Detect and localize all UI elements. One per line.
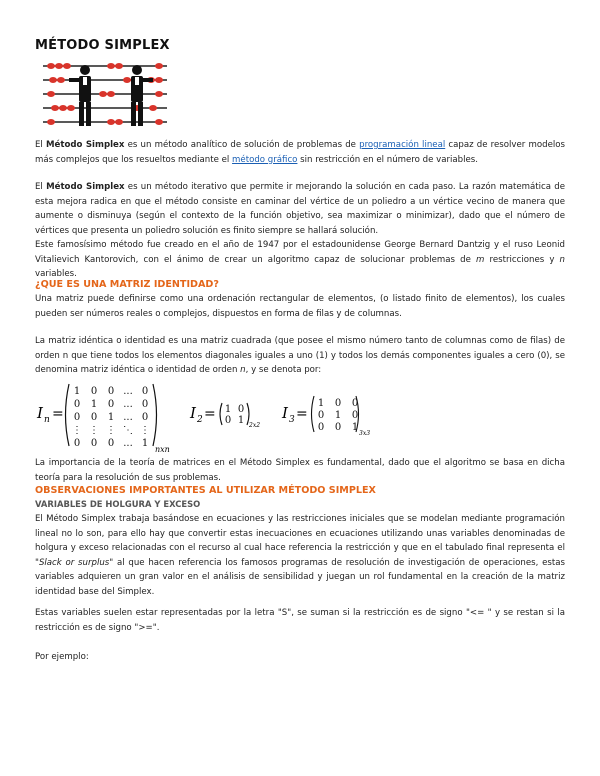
text: es un método iterativo que permite ir mejorando la solución en cada paso. La razón matemática de esta mejora radica en que el método consiste en caminar del vértice de un poliedro a un vértice vecino de manera que aumente o disminuya (según el contexto de la función objetivo, sea maximizar o minimizar), dado que el número de vértices que presenta un poliedro solución es finito siempre se hallará solución. [35,182,566,236]
text: Por ejemplo: [35,652,89,662]
matrix-In-cell: ⋮ [72,425,82,436]
text: Estas variables suelen estar representadas por la letra "S", se suman si la restricción es de signo "<= " y se restan si la restricción es de signo ">=". [35,608,565,633]
slack-variables-paragraph [35,512,565,600]
matrix-I3 [281,396,370,437]
text: El [35,182,47,192]
text: variables. [35,269,77,280]
italic-n: n [240,365,246,376]
matrix-I3-cell: 1 [351,422,359,433]
matrix-In-cell: 0 [73,438,81,449]
example-paragraph [35,650,565,665]
matrix-In-label: I [37,404,43,422]
matrix-I2-label: I [190,404,196,422]
matrix-In-cell: ⋱ [123,425,133,436]
importance-paragraph [35,456,565,485]
text: es un método analítico de solución de problemas de [124,140,360,150]
matrix-In-cell: ... [123,412,133,423]
matrix-In-cell: ⋮ [89,425,99,436]
matrix-I3-cell: 0 [351,410,359,421]
text: restricciones y [484,254,560,265]
matrix-In-cell: 1 [90,399,98,410]
text: capaz de resolver modelos más complejos que los resueltos mediante el [35,140,565,165]
abacus-people-illustration [41,60,169,128]
matrix-In-cell: 0 [141,399,149,410]
bold-term: Método Simplex [46,182,125,192]
heading-observaciones: OBSERVACIONES IMPORTANTES AL UTILIZAR MÉTODO SIMPLEX [35,485,376,496]
text: Este famosísimo método fue creado en el año de 1947 por el estadounidense George Bernard Dantzig y el ruso Leonid Vitalievich Kantorovich, con el ánimo de crear un algoritmo capaz de solucionar problemas de [35,240,565,265]
matrix-In-cell: 1 [141,438,149,449]
matrix-In-cell: 0 [107,399,115,410]
link-metodo-grafico[interactable]: método gráfico [232,154,298,165]
matrix-In-cell: ... [123,399,133,410]
matrix-In-cell: 0 [90,412,98,423]
matrix-I3-cell: 0 [317,422,325,433]
matrix-In-order: nxn [155,445,170,454]
matrix-I2-cell: 1 [224,404,232,415]
matrix-In-cell: 0 [141,412,149,423]
matrix-I3-cell: 0 [317,410,325,421]
matrix-In-cell: 0 [107,438,115,449]
matrix-I2-cell: 1 [237,415,245,426]
italic-slack-surplus: "Slack or surplus" [35,557,114,568]
text: El [35,140,46,150]
italic-m: m [476,254,485,265]
link-programacion-lineal[interactable]: programación lineal [359,140,446,150]
matrix-In-cell: 0 [73,412,81,423]
page-title: MÉTODO SIMPLEX [35,38,170,53]
matrix-I3-order: 3x3 [359,430,371,437]
text: Una matriz puede definirse como una ordenación rectangular de elementos, (o listado finito de elementos), los cuales pueden ser números reales o complejos, dispuestos en forma de filas y de columnas. [35,294,565,319]
matrix-I3-label: I [282,404,288,422]
matrix-In-cell: ... [123,386,133,397]
matrix-I3-cell: 1 [317,398,325,409]
bold-term: Método Simplex [45,140,125,150]
matrix-definition-paragraph [35,292,565,321]
text: La importancia de la teoría de matrices en el Método Simplex es fundamental, dado que el algoritmo se basa en dicha teoría para la resolución de sus problemas. [35,458,565,483]
identity-definition-paragraph [35,334,565,378]
s-variable-paragraph [35,606,565,635]
matrix-I3-cell: 1 [334,410,342,421]
matrix-In [36,384,170,454]
matrix-In-cell: 0 [90,386,98,397]
matrix-In-cell: ... [123,438,133,449]
matrix-I2-sub: 2 [197,415,203,425]
matrix-I2-order: 2x2 [249,422,261,429]
matrix-In-cell: ⋮ [106,425,116,436]
text: La matriz idéntica o identidad es una matriz cuadrada (que posee el mismo número tanto de columnas como de filas) de orden n que tiene todos los elementos diagonales iguales a uno (1) y todos los demás componentes iguales a cero (0), se denomina matriz idéntica o identidad de orden [35,336,565,376]
matrix-In-cell: 1 [73,386,81,397]
matrix-I2-cell: 0 [224,415,232,426]
matrix-I3-cell: 0 [334,422,342,433]
text: , y se denota por: [245,365,322,376]
matrix-I3-cell: 0 [334,398,342,409]
matrix-In-cell: 0 [141,386,149,397]
text: al que hacen referencia los famosos programas de resolución de investigación de operaciones, estas variables adquieren un gran valor en el análisis de sensibilidad y juegan un rol fundamental en la creación de la matriz identidad base del Simplex. [35,557,565,597]
matrix-I2-cell: 0 [237,404,245,415]
identity-matrices-figure [35,378,395,456]
equals-sign: = [296,406,308,422]
matrix-I3-sub: 3 [289,415,295,425]
equals-sign: = [204,406,216,422]
matrix-I2 [189,403,260,429]
matrix-In-sub: n [44,415,50,425]
italic-n: n [559,254,565,265]
matrix-In-cell: 1 [107,412,115,423]
text: sin restricción en el número de variables. [297,154,478,165]
subheading-variables: VARIABLES DE HOLGURA Y EXCESO [35,499,201,509]
iterative-paragraph [35,180,565,238]
history-paragraph [35,238,565,282]
matrix-In-cell: 0 [107,386,115,397]
intro-paragraph [35,138,565,167]
equals-sign: = [52,406,64,422]
matrix-I3-cell: 0 [351,398,359,409]
matrix-In-cell: 0 [73,399,81,410]
matrix-In-cell: ⋮ [140,425,150,436]
text: El Método Simplex trabaja basándose en ecuaciones y las restricciones iniciales que se modelan mediante programación lineal no lo son, para ello hay que convertir estas inecuaciones en ecuaciones utilizando unas variables denominadas de holgura y exceso relacionadas con el recurso al cual hace referencia la restricción y que en el tabulado final representa el [35,514,565,554]
matrix-In-cell: 0 [90,438,98,449]
heading-matriz-identidad: ¿QUE ES UNA MATRIZ IDENTIDAD? [35,279,219,290]
